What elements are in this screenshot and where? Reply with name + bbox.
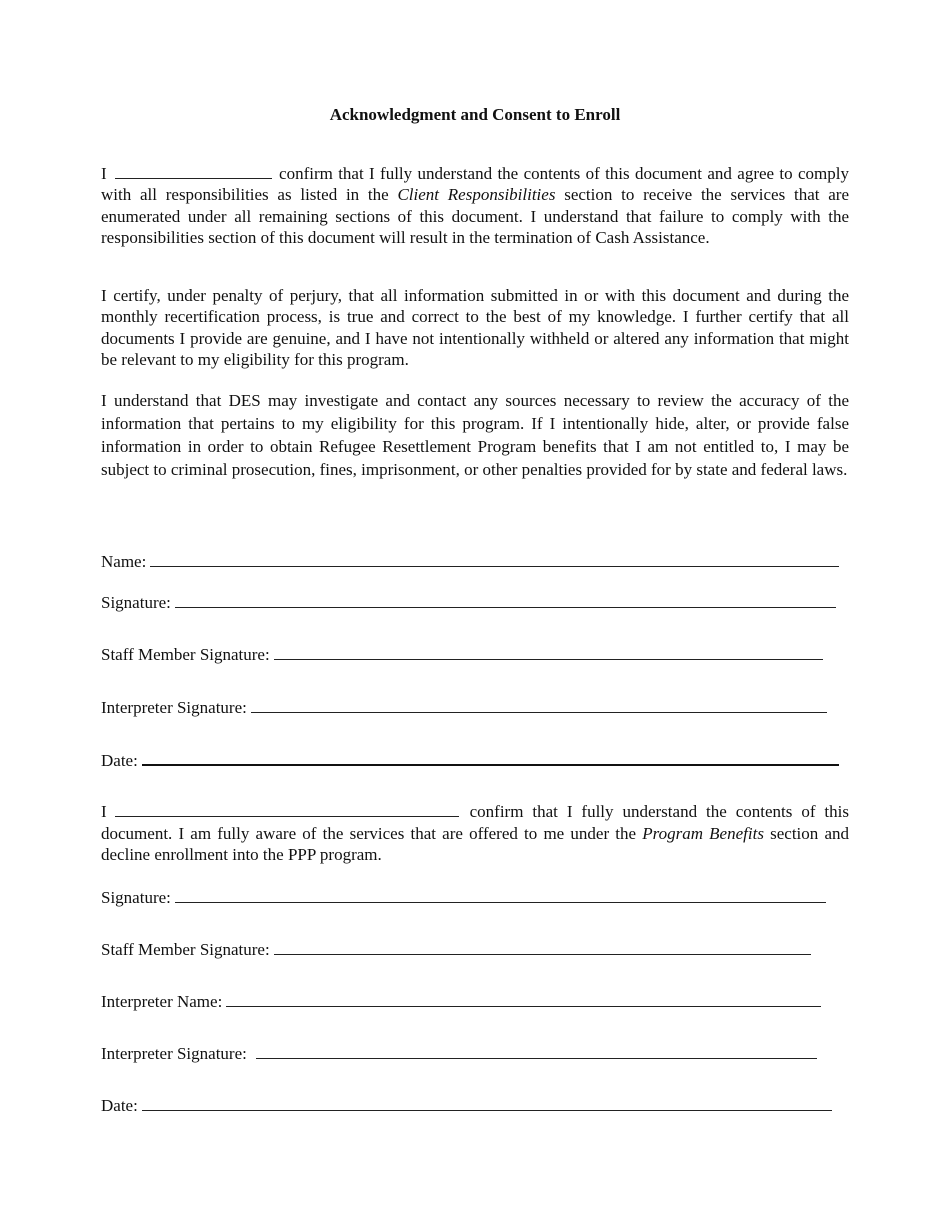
enroll-staff-signature-line[interactable]	[274, 645, 823, 660]
enroll-date-label: Date:	[101, 751, 138, 770]
decline-staff-signature-line[interactable]	[274, 940, 811, 955]
enroll-signature-line[interactable]	[175, 593, 836, 608]
enroll-signature-label: Signature:	[101, 593, 171, 612]
enroll-date-field	[101, 750, 839, 771]
enroll-date-line[interactable]	[142, 750, 839, 766]
consent-text-b: section to receive the services that are enumerated under all remaining sections of this document. I understand that failure to comply with the responsibilities section of this document will result in the termination of Cash Assistance.	[101, 185, 849, 247]
decline-signature-label: Signature:	[101, 888, 171, 907]
consent-paragraph	[101, 163, 849, 248]
enroll-interpreter-signature-field	[101, 698, 827, 718]
form-title: Acknowledgment and Consent to Enroll	[329, 105, 621, 124]
decline-interpreter-name-label: Interpreter Name:	[101, 992, 223, 1011]
decline-interpreter-signature-field	[101, 1044, 817, 1064]
consent-name-blank[interactable]	[115, 163, 272, 179]
decline-interpreter-name-field	[101, 992, 821, 1012]
decline-date-line[interactable]	[142, 1096, 832, 1111]
decline-signature-line[interactable]	[175, 888, 826, 903]
investigate-paragraph: I understand that DES may investigate and contact any sources necessary to review the accuracy of the information that pertains to my eligibility for this program. If I intentionally hide, alter, or provide false information in order to obtain Refugee Resettlement Program benefits that I am not entitled to, I may be subject to criminal prosecution, fines, imprisonment, or other penalties provided for by state and federal laws.	[101, 391, 849, 479]
decline-pronoun: I	[101, 802, 107, 821]
enroll-staff-signature-field	[101, 645, 823, 665]
decline-text-a: confirm that I fully understand the contents of this document. I am fully aware of the services that are offered to me under the	[101, 802, 849, 843]
enroll-staff-signature-label: Staff Member Signature:	[101, 645, 270, 664]
decline-staff-signature-label: Staff Member Signature:	[101, 940, 270, 959]
client-responsibilities-ref: Client Responsibilities	[397, 185, 556, 205]
decline-text-b: section and decline enrollment into the PPP program.	[101, 823, 849, 864]
enroll-interpreter-signature-line[interactable]	[251, 698, 827, 713]
enroll-name-label: Name:	[101, 552, 147, 571]
decline-interpreter-name-line[interactable]	[226, 992, 821, 1007]
decline-date-field	[101, 1096, 832, 1116]
decline-paragraph	[101, 801, 849, 866]
consent-pronoun: I	[101, 164, 107, 183]
enroll-signature-field	[101, 593, 836, 613]
decline-interpreter-signature-label: Interpreter Signature:	[101, 1044, 247, 1063]
certify-paragraph: I certify, under penalty of perjury, that all information submitted in or with this document and during the monthly recertification process, is true and correct to the best of my knowledge. I further certify that all documents I provide are genuine, and I have not intentionally withheld or altered any information that might be relevant to my eligibility for this program.	[101, 286, 849, 369]
enroll-name-field	[101, 552, 839, 572]
decline-staff-signature-field	[101, 940, 811, 960]
program-benefits-ref: Program Benefits	[642, 823, 764, 843]
enroll-interpreter-signature-label: Interpreter Signature:	[101, 698, 247, 717]
consent-text-a: confirm that I fully understand the contents of this document and agree to comply with all responsibilities as listed in the	[101, 164, 849, 205]
decline-name-blank[interactable]	[115, 801, 459, 817]
enroll-name-line[interactable]	[150, 552, 839, 567]
decline-interpreter-signature-line[interactable]	[256, 1044, 817, 1059]
decline-signature-field	[101, 888, 826, 908]
decline-date-label: Date:	[101, 1096, 138, 1115]
